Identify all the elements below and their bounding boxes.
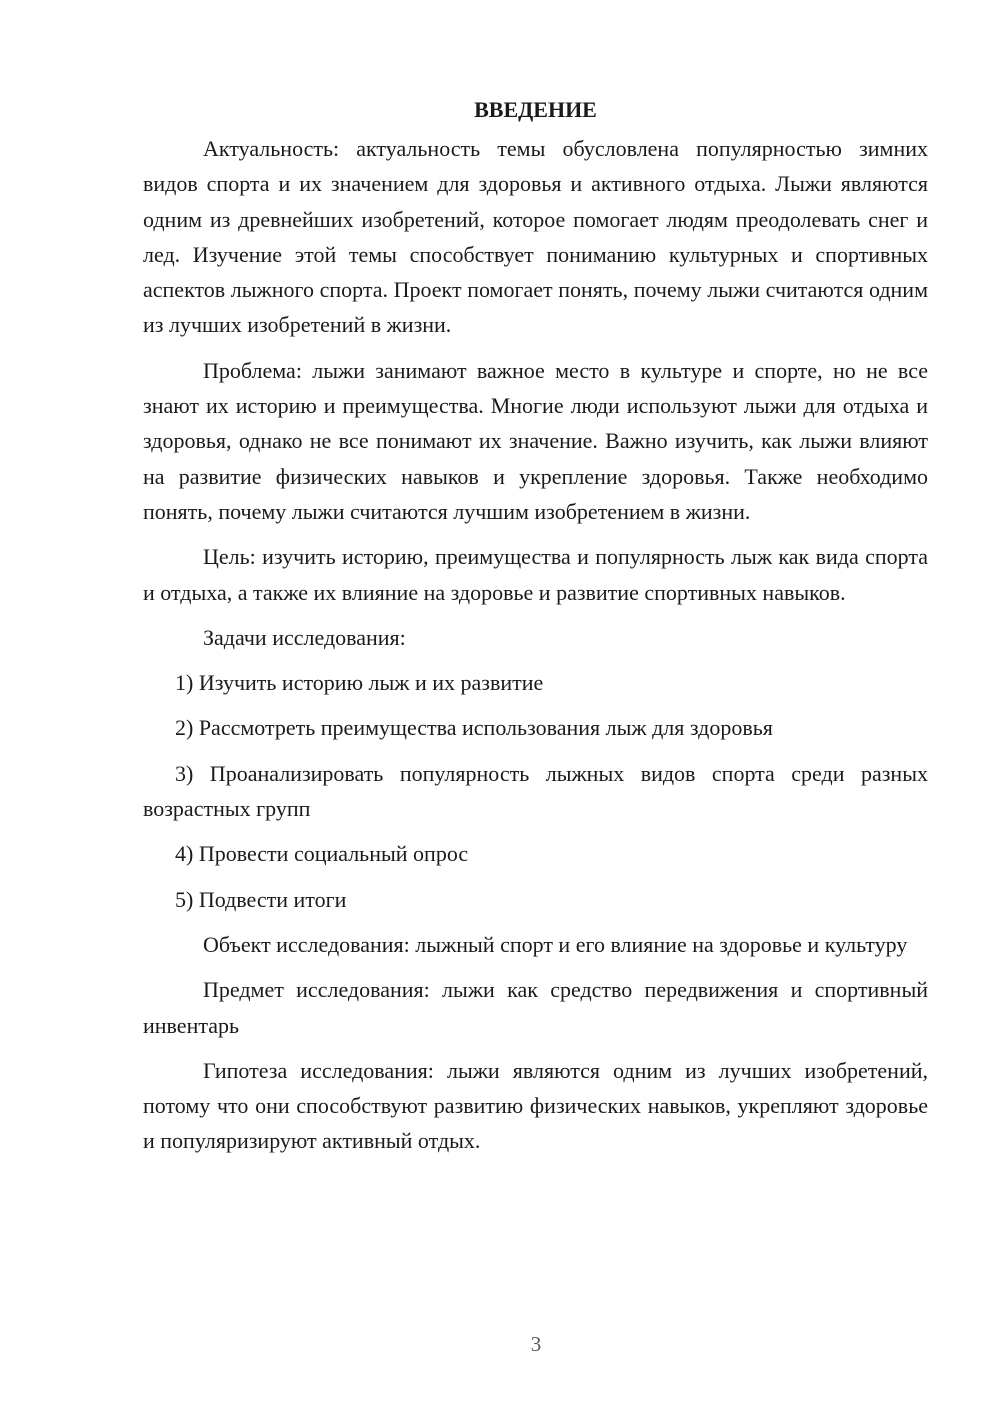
tasks-heading: Задачи исследования:: [203, 624, 406, 650]
task-item: 2) Рассмотреть преимущества использования лыж для здоровья: [175, 715, 773, 741]
document-page: [143, 92, 928, 1169]
page-title: ВВЕДЕНИЕ: [474, 97, 597, 122]
goal-paragraph: Цель: изучить историю, преимущества и популярность лыж как вида спорта и отдыха, а также их влияние на здоровье и развитие спортивных навыков.: [143, 544, 928, 605]
page-number: 3: [530, 1332, 542, 1356]
relevance-paragraph: Актуальность: актуальность темы обусловлена популярностью зимних видов спорта и их значением для здоровья и активного отдыха. Лыжи являются одним из древнейших изобретений, которое помогает людям преодолевать снег и лед. Изучение этой темы способствует пониманию культурных и спортивных аспектов лыжного спорта. Проект помогает понять, почему лыжи считаются одним из лучших изобретений в жизни.: [143, 136, 928, 338]
task-item: 5) Подвести итоги: [175, 886, 347, 912]
hypothesis-paragraph: Гипотеза исследования: лыжи являются одним из лучших изобретений, потому что они способствуют развитию физических навыков, укрепляют здоровье и популяризируют активный отдых.: [143, 1057, 928, 1154]
problem-paragraph: Проблема: лыжи занимают важное место в культуре и спорте, но не все знают их историю и преимущества. Многие люди используют лыжи для отдыха и здоровья, однако не все понимают их значение. Важно изучить, как лыжи влияют на развитие физических навыков и укрепление здоровья. Также необходимо понять, почему лыжи считаются лучшим изобретением в жизни.: [143, 357, 928, 524]
task-item: 4) Провести социальный опрос: [175, 841, 469, 867]
task-item: 1) Изучить историю лыж и их развитие: [175, 670, 544, 696]
object-paragraph: Объект исследования: лыжный спорт и его влияние на здоровье и культуру: [203, 931, 908, 957]
task-item: 3) Проанализировать популярность лыжных видов спорта среди разных возрастных групп: [143, 760, 928, 822]
subject-paragraph: Предмет исследования: лыжи как средство передвижения и спортивный инвентарь: [143, 977, 928, 1038]
